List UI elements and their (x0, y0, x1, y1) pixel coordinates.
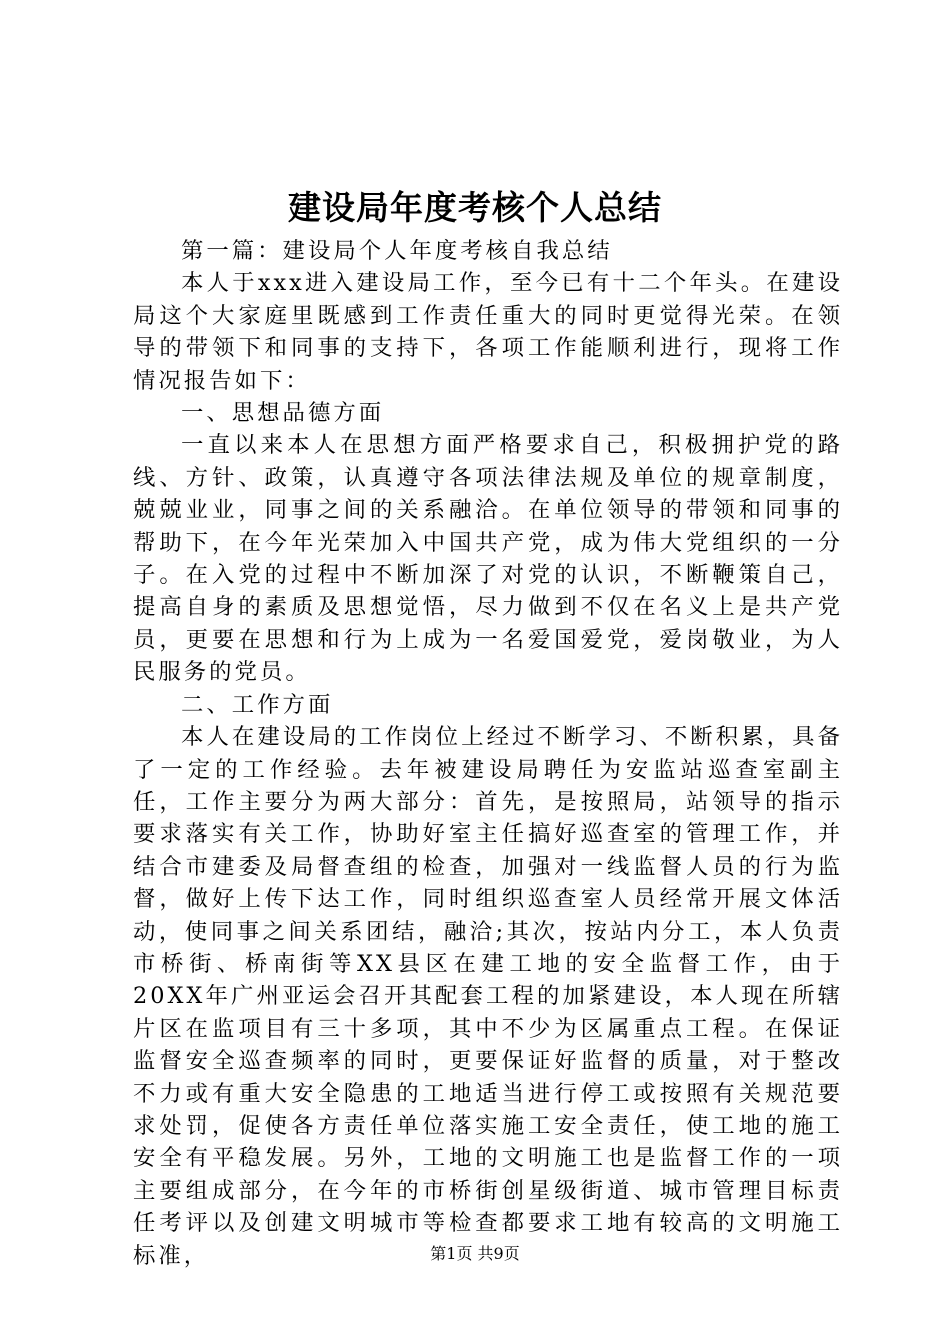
work-paragraph: 本人在建设局的工作岗位上经过不断学习、不断积累，具备了一定的工作经验。去年被建设局聘任为安监站巡查室副主任，工作主要分为两大部分：首先，是按照局，站领导的指示要求落实有关工作，协助好室主任搞好巡查室的管理工作，并结合市建委及局督查组的检查，加强对一线监督人员的行为监督，做好上传下达工作，同时组织巡查室人员经常开展文体活动，使同事之间关系团结，融洽;其次，按站内分工，本人负责市桥街、桥南街等XX县区在建工地的安全监督工作，由于20XX年广州亚运会召开其配套工程的加紧建设，本人现在所辖片区在监项目有三十多项，其中不少为区属重点工程。在保证监督安全巡查频率的同时，更要保证好监督的质量，对于整改不力或有重大安全隐患的工地适当进行停工或按照有关规范要求处罚，促使各方责任单位落实施工安全责任，使工地的施工安全有平稳发展。另外，工地的文明施工也是监督工作的一项主要组成部分，在今年的市桥街创星级街道、城市管理目标责任考评以及创建文明城市等检查都要求工地有较高的文明施工标准， (133, 724, 843, 1269)
page-number: 第1页 共9页 (430, 1244, 520, 1263)
morality-paragraph: 一直以来本人在思想方面严格要求自己，积极拥护党的路线、方针、政策，认真遵守各项法律法规及单位的规章制度，兢兢业业，同事之间的关系融洽。在单位领导的带领和同事的帮助下，在今年光荣加入中国共产党，成为伟大党组织的一分子。在入党的过程中不断加深了对党的认识，不断鞭策自己，提高自身的素质及思想觉悟，尽力做到不仅在名义上是共产党员，更要在思想和行为上成为一名爱国爱党，爱岗敬业，为人民服务的党员。 (133, 432, 843, 686)
section-heading-part-one: 第一篇：建设局个人年度考核自我总结 (181, 238, 613, 264)
intro-paragraph: 本人于xxx进入建设局工作，至今已有十二个年头。在建设局这个大家庭里既感到工作责任重大的同时更觉得光荣。在领导的带领下和同事的支持下，各项工作能顺利进行，现将工作情况报告如下： (133, 270, 843, 394)
document-title: 建设局年度考核个人总结 (288, 188, 662, 227)
section-heading-work: 二、工作方面 (181, 691, 334, 718)
section-heading-morality: 一、思想品德方面 (181, 400, 385, 427)
document-body (133, 235, 843, 1272)
